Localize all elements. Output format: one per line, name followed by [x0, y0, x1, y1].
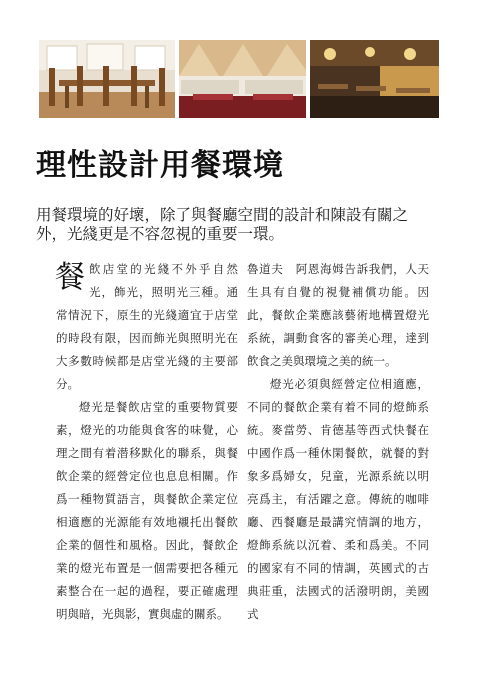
paragraph: 燈光必須與經營定位相適應，不同的餐飲企業有着不同的燈飾系統。麥當勞、肯德基等西式快餐在中國作爲一種休閑餐飲，就餐的對象多爲婦女，兒童，光源系統以明亮爲主，有活躍之意。傳統的咖啡廳、西餐廳是最講究情調的地方，燈飾系統以沉着、柔和爲美。不同的國家有不同的情調，英國式的古典莊重，法國式的活潑明朗，美國式 — [247, 377, 429, 621]
paragraph: 魯道夫 阿恩海姆告訴我們，人天生具有自覺的視覺補償功能。因此，餐飲企業應該藝術地構置燈光系統，調動食客的審美心理，達到飲食之美與環境之美的統一。 — [247, 262, 429, 368]
paragraph: 燈光是餐飲店堂的重要物質要素，燈光的功能與食客的味覺，心理之間有着潜移默化的聯系，與餐飲企業的經營定位也息息相關。作爲一種物質語言，與餐飲企業定位相適應的光源能有效地襯托出餐飲企業的個性和風格。因此，餐飲企業的燈光布置是一個需要把各種元素整合在一起的過程，要正確處理明與暗，光與影，實與虛的關系。 — [56, 400, 238, 621]
photo-strip — [39, 40, 439, 118]
dining-room-photo — [39, 40, 175, 118]
paragraph — [56, 258, 238, 396]
restaurant-booth-photo — [179, 40, 306, 118]
article-title: 理性設計用餐環境 — [36, 148, 284, 183]
paragraph-text: 飲店堂的光綫不外乎自然光，飾光，照明光三種。通常情況下，原生的光綫適宜于店堂的時段有限，因而飾光與照明光在大多數時候都是店堂光綫的主要部分。 — [56, 262, 238, 391]
article-subtitle: 用餐環境的好壞，除了與餐廳空間的設計和陳設有關之外，光綫更是不容忽視的重要一環。 — [36, 206, 409, 243]
right-column — [247, 258, 429, 626]
drop-cap: 餐 — [55, 260, 85, 295]
cafe-interior-photo — [310, 40, 439, 118]
left-column — [56, 258, 238, 626]
